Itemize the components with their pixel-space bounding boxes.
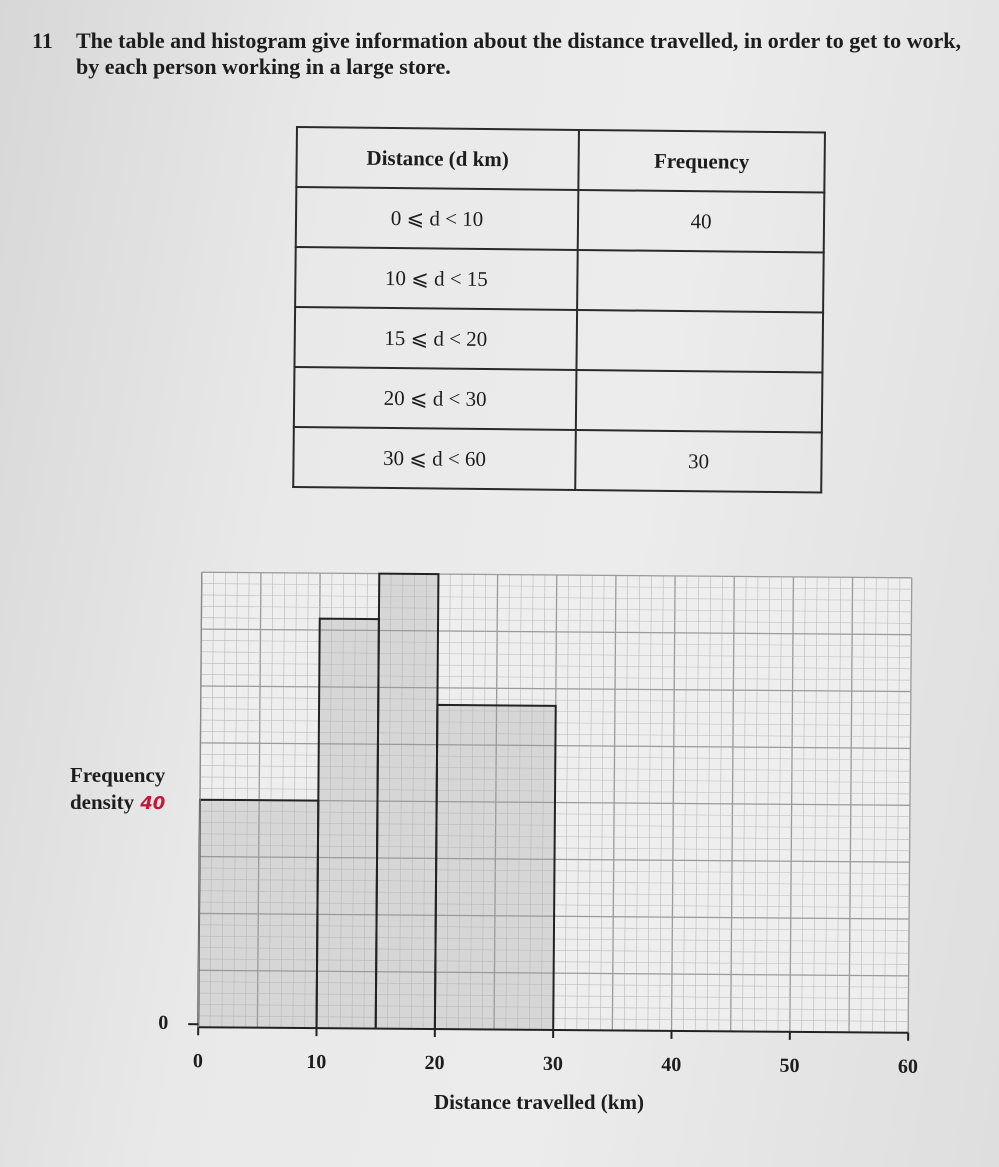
question-number: 11 [32, 28, 53, 53]
frequency-cell[interactable]: 40 [578, 190, 825, 253]
x-tick-label-20: 20 [424, 1051, 445, 1075]
question-text: The table and histogram give information about the distance travelled, in order to get to work, by each person working in a large store. [76, 28, 962, 79]
x-tick-label-30: 30 [542, 1052, 564, 1076]
x-tick-label-50: 50 [779, 1054, 800, 1077]
x-tick-label-0: 0 [192, 1050, 204, 1073]
interval-cell: 15 ⩽ d < 20 [294, 307, 577, 370]
x-axis-title: Distance travelled (km) [434, 1090, 644, 1114]
histogram-plot [158, 572, 922, 1078]
interval-cell: 0 ⩽ d < 10 [296, 187, 579, 250]
y-axis-label [70, 762, 165, 817]
x-tick-label-60: 60 [897, 1055, 919, 1078]
frequency-cell[interactable]: 30 [575, 430, 822, 493]
header-frequency: Frequency [578, 130, 825, 193]
y-axis-label-line2: density [70, 790, 135, 814]
interval-cell: 20 ⩽ d < 30 [294, 367, 577, 430]
header-distance: Distance (d km) [296, 127, 579, 190]
interval-cell: 10 ⩽ d < 15 [295, 247, 578, 310]
x-tick-label-10: 10 [306, 1051, 327, 1074]
handwritten-scale-value: 40 [140, 793, 166, 814]
interval-cell: 30 ⩽ d < 60 [293, 427, 576, 490]
y-axis-label-line1: Frequency [70, 763, 166, 787]
x-tick-label-40: 40 [661, 1053, 682, 1076]
y-zero-label: 0 [158, 1011, 169, 1034]
